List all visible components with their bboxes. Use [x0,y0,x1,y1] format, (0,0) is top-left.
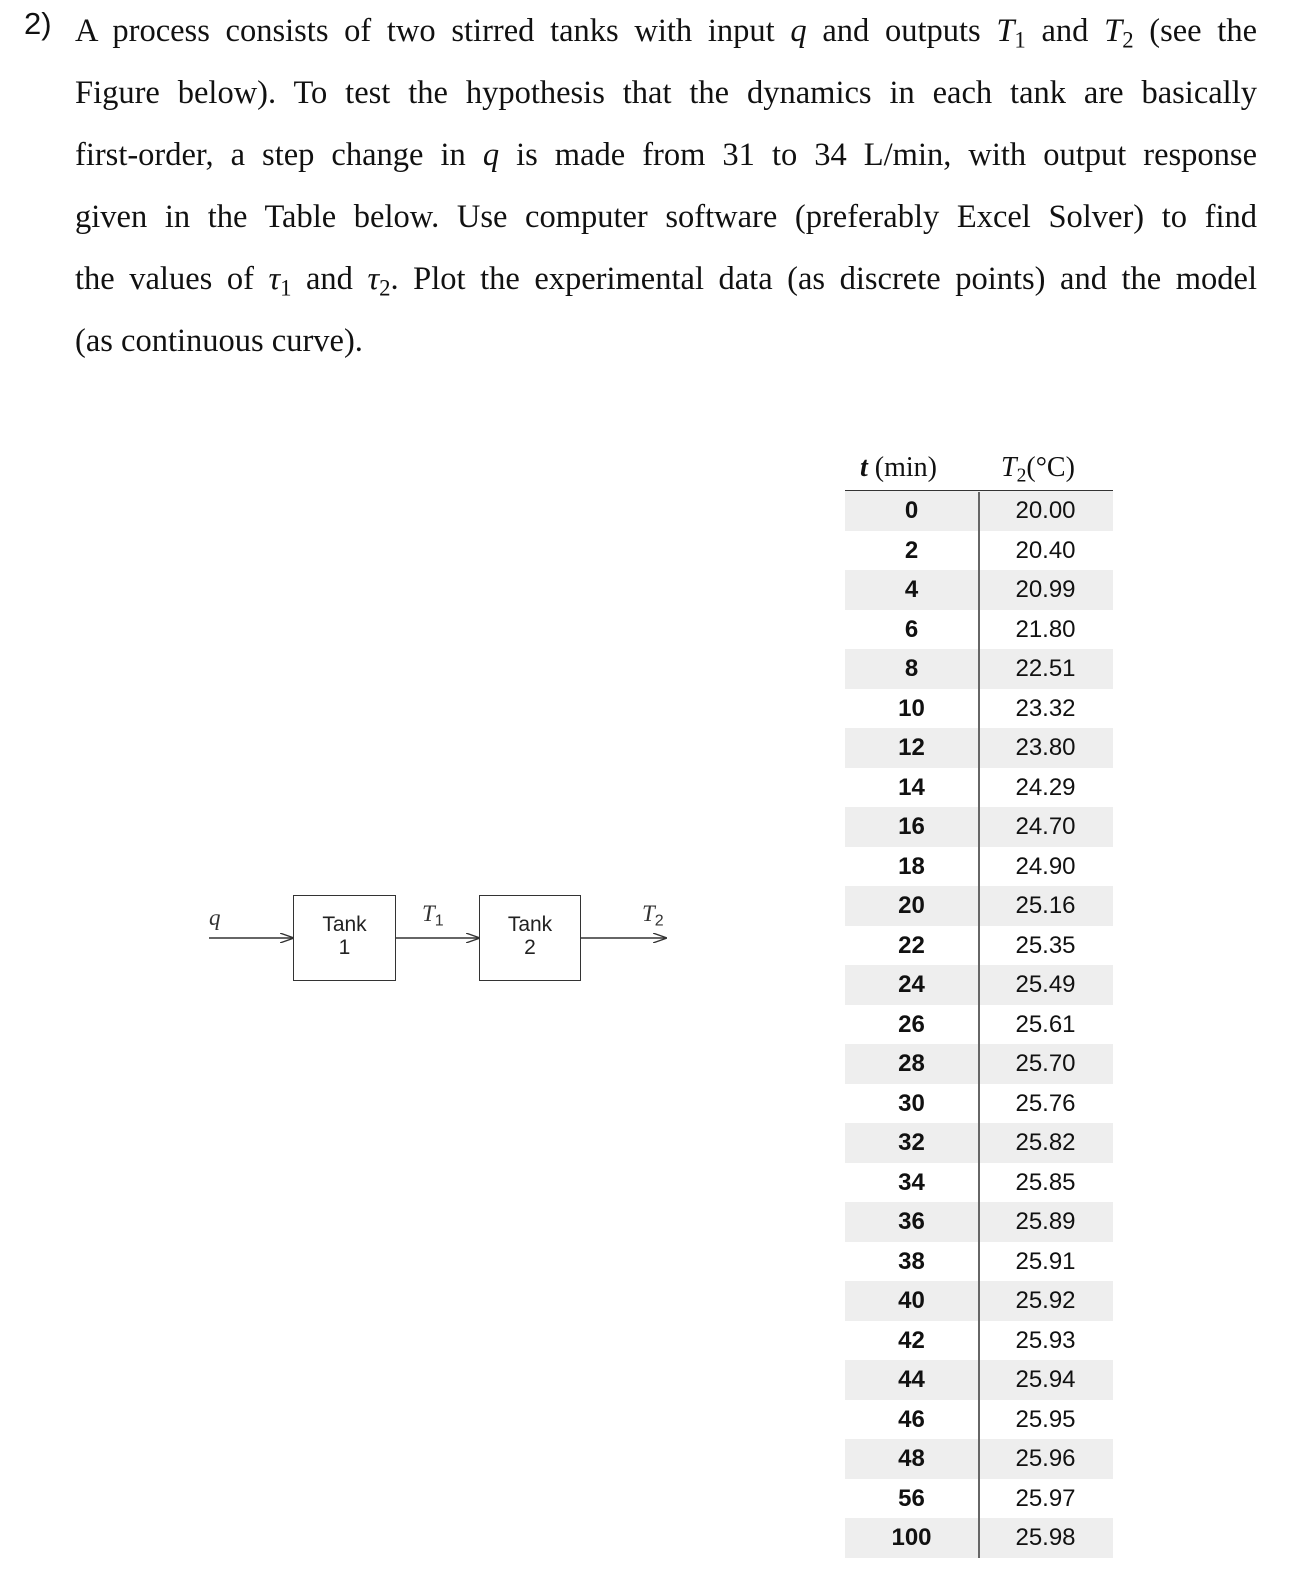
time-cell: 42 [898,1326,925,1354]
temperature-cell: 20.99 [1015,576,1076,603]
math-variable: τ [268,261,281,297]
temperature-cell: 25.61 [1015,1010,1076,1038]
temperature-cell: 25.85 [1015,1168,1076,1196]
time-cell: 8 [904,655,919,682]
temperature-cell: 25.82 [1015,1129,1076,1156]
header-temperature: $T_2(^\circ C)$ [1001,452,1075,487]
temperature-cell: 25.70 [1015,1050,1076,1077]
temperature-cell: 25.96 [1015,1445,1076,1472]
time-cell: 48 [898,1445,925,1472]
time-cell: 26 [898,1010,925,1038]
time-cell: 6 [904,615,919,643]
input-label: q [209,905,221,930]
time-cell: 12 [898,734,925,761]
time-cell: 36 [898,1208,925,1235]
tank-2-number: 2 [524,936,536,959]
tank-block-diagram [200,885,680,995]
problem-line: given in the Table below. Use computer software (preferably Excel Solver) to find [75,199,1257,235]
temperature-cell: 25.89 [1015,1208,1076,1235]
temperature-cell: 24.90 [1015,852,1076,880]
math-variable: τ [367,261,380,297]
temperature-cell: 25.76 [1015,1089,1076,1117]
temperature-cell: 25.95 [1015,1405,1076,1433]
problem-line: (as continuous curve). [75,323,363,359]
math-variable: T [1104,13,1123,49]
temperature-cell: 24.29 [1015,773,1076,801]
time-cell: 10 [898,694,925,722]
time-cell: 46 [898,1405,925,1433]
time-cell: 20 [898,892,925,919]
time-cell: 34 [898,1168,925,1196]
time-cell: 4 [904,576,919,603]
temperature-cell: 25.49 [1015,971,1076,998]
time-cell: 0 [904,497,919,524]
temperature-cell: 23.32 [1015,694,1076,722]
time-cell: 24 [898,971,925,998]
math-variable: T [996,13,1015,49]
temperature-cell: 25.91 [1015,1247,1076,1275]
time-cell: 2 [904,536,919,564]
time-cell: 28 [898,1050,925,1077]
problem-line: A process consists of two stirred tanks with input q and outputs $T_1$ and $T_2$ (see the [75,13,1257,53]
time-cell: 40 [898,1287,925,1314]
temperature-cell: 22.51 [1015,655,1076,682]
tank-1-label: Tank [322,913,367,936]
temperature-cell: 20.00 [1015,497,1076,524]
temperature-cell: 25.92 [1015,1287,1076,1314]
t2-label: $T_2$ [642,901,664,930]
temperature-cell: 25.16 [1015,892,1076,919]
time-cell: 100 [891,1524,932,1551]
problem-line: Figure below). To test the hypothesis that the dynamics in each tank are basically [75,75,1257,111]
time-cell: 44 [898,1366,925,1393]
t1-label: $T_1$ [422,901,444,930]
time-cell: 16 [898,813,925,840]
temperature-cell: 25.35 [1015,931,1076,959]
temperature-cell: 23.80 [1015,734,1076,761]
tank-2-label: Tank [507,913,553,936]
tank-1-box [293,895,396,981]
time-cell: 32 [898,1129,925,1156]
header-time: t (min) [860,452,937,483]
temperature-cell: 25.98 [1015,1524,1076,1551]
time-cell: 56 [898,1484,925,1512]
temperature-cell: 25.94 [1015,1366,1076,1393]
problem-text [75,0,1257,372]
time-cell: 38 [898,1247,925,1275]
problem-line: first-order, a step change in q is made from 31 to 34 L/min, with output response [75,137,1257,173]
math-variable: q [482,137,500,173]
math-variable: q [790,13,807,49]
temperature-cell: 25.97 [1015,1484,1076,1512]
tank-1-number: 1 [338,936,351,959]
temperature-cell: 20.40 [1015,536,1076,564]
temperature-cell: 25.93 [1015,1326,1076,1354]
table-column-divider [978,492,980,1558]
temperature-cell: 24.70 [1015,813,1076,840]
time-cell: 14 [898,773,925,801]
table-header [845,450,1113,491]
time-cell: 30 [898,1089,925,1117]
temperature-cell: 21.80 [1015,615,1076,643]
problem-line: the values of $\tau_1$ and $\tau_2$. Plot the experimental data (as discrete points) and the model [75,261,1257,301]
time-cell: 22 [898,931,925,959]
problem-number: 2) [24,6,52,41]
time-cell: 18 [898,852,925,880]
tank-2-box [479,895,581,981]
